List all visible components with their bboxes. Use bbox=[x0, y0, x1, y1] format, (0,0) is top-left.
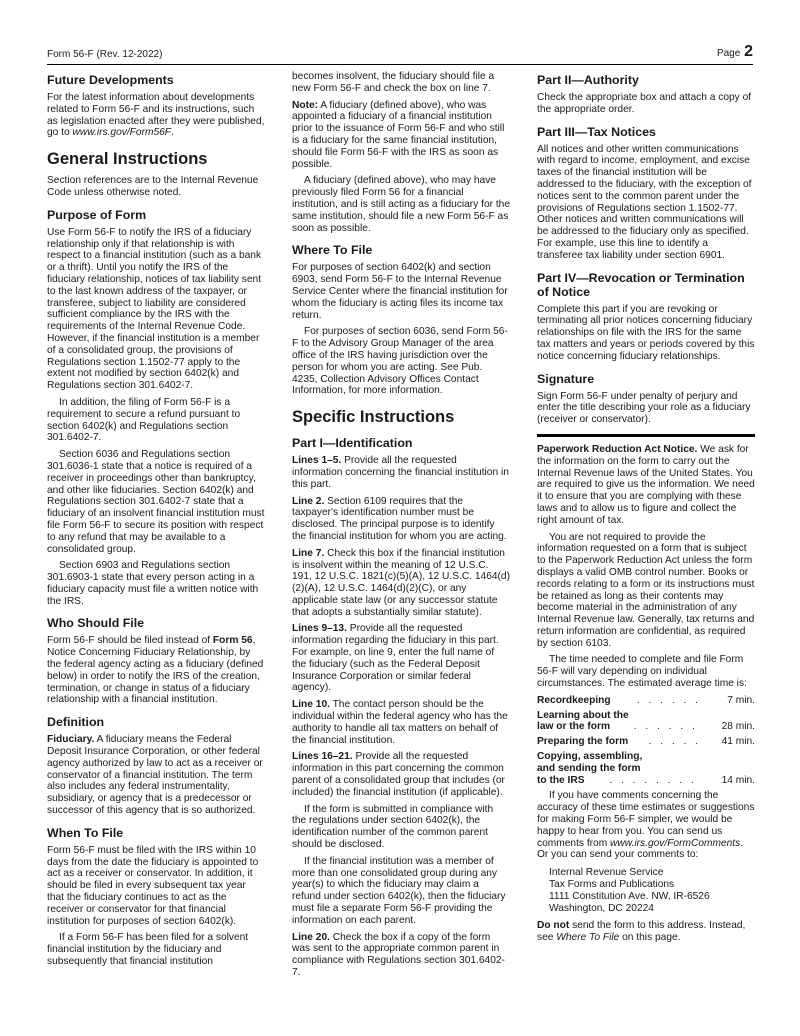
note-label: Note: bbox=[292, 99, 319, 111]
line-7-body: Check this box if the financial institution is insolvent within the meaning of 12 U.S.C. 191, 12 U.S.C. 1821(c)(5)(A), 12 U.S.C. 1464(d)(2)(A), 12 U.S.C. 1464(d)(2)(C), or any applicable state law (or any successor statute that adopts a substantially similar statute). bbox=[292, 547, 510, 618]
part3-heading: Part III—Tax Notices bbox=[537, 124, 656, 139]
pra-p4-end: . Or you can send your comments to: bbox=[537, 837, 744, 861]
lines-9-13-body: Provide all the requested information regarding the fiduciary in this part. For example, on line 9, enter the full name of the fiduciary (such as the Federal Deposit Insurance Corporation or similar federal agency). bbox=[292, 623, 499, 694]
where-to-file-p2: For purposes of section 6036, send Form 56-F to the Advisory Group Manager of the area office of the IRS having jurisdiction over the person for whom you are acting. See Pub. 4235, Collection Advisory Offices Contact Information, for more information. bbox=[292, 326, 508, 397]
copying-label-1: Copying, assembling, bbox=[537, 751, 643, 763]
signature-text: Sign Form 56-F under penalty of perjury and enter the title describing your role as a fiduciary (receiver or conservator). bbox=[537, 390, 751, 426]
form-id: Form 56-F (Rev. 12-2022) bbox=[47, 49, 163, 60]
purpose-p4: Section 6903 and Regulations section 301.6903-1 state that every person acting in a fiduciary capacity must file a written notice with the IRS. bbox=[47, 560, 259, 607]
page-header bbox=[47, 43, 753, 65]
signature-heading: Signature bbox=[537, 371, 595, 386]
specific-instructions-heading: Specific Instructions bbox=[292, 408, 455, 427]
pra-p2: You are not required to provide the information requested on a form that is subject to the Paperwork Reduction Act unless the form displays a valid OMB control number. Books or records relating to a form or its instructions must be retained as long as their contents may become material in the administration of any Internal Revenue law. Generally, tax returns and return information are confidential, as required by section 6103. bbox=[537, 531, 755, 649]
lines-16-21-body: Provide all the requested information in this part concerning the common parent of a consolidated group that includes (or included) the financial institution (if applicable). bbox=[292, 751, 505, 798]
learning-value: 28 min. bbox=[721, 721, 755, 733]
mailing-address bbox=[537, 867, 755, 914]
copying-value: 14 min. bbox=[721, 774, 755, 786]
address-line-1: Internal Revenue Service bbox=[549, 867, 664, 879]
who-should-file-heading: Who Should File bbox=[47, 616, 145, 631]
line-2-label: Line 2. bbox=[292, 495, 325, 507]
lines-9-13-label: Lines 9–13. bbox=[292, 623, 347, 635]
where-to-file-ref: Where To File bbox=[556, 932, 620, 944]
purpose-p3: Section 6036 and Regulations section 301.6036-1 state that a notice is required of a receiver in proceedings other than bankruptcy, and other like fiduciaries. Section 6402(k) and Regulations section 301.6402-7 state that a fiduciary of an insolvent financial institution must file Form 56-F to secure its position with respect to any refund that may be available to a consolidated group. bbox=[47, 449, 265, 555]
definition-body: A fiduciary means the Federal Deposit Insurance Corporation, or other federal agency authorized by law to act as a receiver or conservator of a financial institution. The term also includes any federal instrumentality, subsidiary, or agency that is a predecessor or successor of this agency that is so authorized. bbox=[47, 734, 263, 817]
where-to-file-p1: For purposes of section 6402(k) and section 6903, send Form 56-F to the Internal Revenue Service Center where the financial institution for whom the fiduciary is acting files its income tax return. bbox=[292, 262, 508, 321]
part3-text: All notices and other written communications with regard to income, employment, and excise taxes of the financial institution will be addressed to the fiduciary, with the exception of notices sent to the common parent under the provisions of Regulations section 1.1502-77. Other notices and written communications will be addressed to the fiduciary only as specified. For example, use this line to identify a transferee tax liability under section 6901. bbox=[537, 143, 752, 261]
time-learning: Learning about the law or the form . . . . . . 28 min. bbox=[537, 709, 755, 733]
pra-label: Paperwork Reduction Act Notice. bbox=[537, 443, 698, 455]
final-pre: send the form to this address. Instead, see bbox=[537, 920, 746, 944]
pra-p4-body: If you have comments concerning the accuracy of these time estimates or suggestions for making Form 56-F simpler, we would be happy to hear from you. You can send us comments from bbox=[537, 790, 755, 849]
column-3 bbox=[537, 71, 755, 949]
copying-label-3: to the IRS bbox=[537, 774, 585, 786]
form56f-link[interactable]: www.irs.gov/Form56F bbox=[72, 127, 171, 139]
part4-heading: Part IV—Revocation or Termination of Notice bbox=[537, 270, 745, 299]
line-7-label: Line 7. bbox=[292, 547, 325, 559]
line-20-body: Check the box if a copy of the form was sent to the appropriate common parent in compliance with Regulations section 301.6402-7. bbox=[292, 931, 505, 978]
column-1 bbox=[47, 71, 265, 973]
learning-label-2: law or the form bbox=[537, 721, 611, 733]
time-preparing: Preparing the form . . . . . 41 min. bbox=[537, 736, 755, 748]
lines-16-21 bbox=[292, 751, 510, 798]
page-label: Page bbox=[716, 48, 741, 59]
page-num: 2 bbox=[744, 43, 753, 60]
when-to-file-p2: If a Form 56-F has been filed for a solvent financial institution by the fiduciary and subsequently that financial institution bbox=[47, 932, 249, 968]
who-post: , Notice Concerning Fiduciary Relationship, by the federal agency acting as a fiduciary (defined below) in order to notify the IRS of the creation, termination, or change in status of a fiduciary relationship with a financial institution. bbox=[47, 635, 264, 706]
preparing-value: 41 min. bbox=[721, 736, 755, 748]
part4-text: Complete this part if you are revoking or terminating all prior notices concerning fiduciary relationships on file with the IRS for the same tax matters and years or periods covered by this notice concerning fiduciary relationships. bbox=[537, 303, 755, 362]
who-pre: Form 56-F should be filed instead of bbox=[47, 635, 213, 647]
lines-1-5 bbox=[292, 455, 510, 490]
header-rule bbox=[47, 64, 753, 65]
recordkeeping-value: 7 min. bbox=[727, 694, 755, 706]
copying-label-2: and sending the form bbox=[537, 762, 641, 774]
general-instructions-heading: General Instructions bbox=[47, 150, 208, 169]
punct: . bbox=[171, 127, 174, 139]
part1-heading: Part I—Identification bbox=[292, 436, 413, 451]
definition-text bbox=[47, 734, 265, 817]
fiduciary-term: Fiduciary. bbox=[47, 734, 95, 746]
continued-text: becomes insolvent, the fiduciary should file a new Form 56-F and check the box on line 7. bbox=[292, 71, 495, 94]
address-line-3: 1111 Constitution Ave. NW, IR-6526 bbox=[549, 890, 710, 902]
purpose-p1: Use Form 56-F to notify the IRS of a fiduciary relationship only if that relationship is with respect to a financial institution (such as a bank or a thrift). Until you notify the IRS of the fiduciary relationship, notices of tax liability sent to the last known address of the taxpayer, or transferee, subject to liability are considered sufficient compliance by the IRS with the requirements of the Internal Revenue Code. However, if the financial institution is a member of a consolidated group, the provisions of Regulations section 1.1502-77 apply to the extent not modified by section 6402(k) and Regulations section 301.6402-7. bbox=[47, 226, 262, 392]
section-divider bbox=[537, 434, 755, 437]
recordkeeping-label: Recordkeeping bbox=[537, 694, 611, 706]
future-developments-text bbox=[47, 92, 265, 139]
address-line-2: Tax Forms and Publications bbox=[549, 879, 675, 891]
future-developments-heading: Future Developments bbox=[47, 73, 174, 87]
pra-p1-body: We ask for the information on the form to carry out the Internal Revenue laws of the United States. You are required to give us the information. We need it to ensure that you are complying with these laws and to allow us to figure and collect the right amount of tax. bbox=[537, 443, 755, 526]
time-copying: Copying, assembling, and sending the form to the IRS . . . . . . . . 14 min. bbox=[537, 751, 755, 786]
address-line-4: Washington, DC 20224 bbox=[549, 902, 654, 914]
member-paragraph: If the financial institution was a member of more than one consolidated group during any year(s) to which the fiduciary may claim a refund under section 6402(k), then the fiduciary must file a separate Form 56-F providing the information on each parent. bbox=[292, 855, 506, 926]
pra-p4 bbox=[537, 790, 755, 861]
form56-bold: Form 56 bbox=[212, 635, 253, 647]
line-7 bbox=[292, 548, 510, 619]
final-end: on this page. bbox=[619, 932, 681, 944]
future-text: For the latest information about developments related to Form 56-F and its instructions, such as legislation enacted after they were published, go to bbox=[47, 92, 265, 139]
line-10 bbox=[292, 699, 510, 746]
time-recordkeeping: Recordkeeping . . . . . . 7 min. bbox=[537, 694, 755, 706]
note-paragraph bbox=[292, 100, 510, 171]
where-to-file-heading: Where To File bbox=[292, 243, 373, 258]
lines-16-21-label: Lines 16–21. bbox=[292, 751, 353, 763]
do-not-label: Do not bbox=[537, 920, 570, 932]
do-not-send-paragraph bbox=[537, 920, 755, 944]
lines-1-5-label: Lines 1–5. bbox=[292, 455, 342, 467]
form-comments-link[interactable]: www.irs.gov/FormComments bbox=[610, 837, 741, 849]
who-should-file-text bbox=[47, 635, 265, 706]
purpose-heading: Purpose of Form bbox=[47, 207, 147, 222]
previous-filer-paragraph: A fiduciary (defined above), who may have previously filed Form 56 for a financial institution, and is still acting as a fiduciary for the same institution, should file a new Form 56-F as soon as possible. bbox=[292, 175, 511, 234]
part2-text: Check the appropriate box and attach a copy of the appropriate order. bbox=[537, 92, 752, 115]
when-to-file-p1: Form 56-F must be filed with the IRS within 10 days from the date the fiduciary is appointed to act as a receiver or conservator. In addition, it should be filed in every subsequent tax year that the fiduciary continues to act as the receiver or conservator for that financial institution for purposes of section 6402(k). bbox=[47, 844, 259, 927]
line-20 bbox=[292, 932, 510, 979]
line-10-body: The contact person should be the individual within the federal agency who has the authority to handle all tax matters on behalf of the financial institution. bbox=[292, 699, 508, 746]
purpose-p2: In addition, the filing of Form 56-F is a requirement to secure a refund pursuant to section 6402(k) and Regulations section 301.6402-7. bbox=[47, 396, 241, 444]
time-estimates bbox=[537, 695, 755, 787]
lines-9-13 bbox=[292, 623, 510, 694]
general-instructions-text: Section references are to the Internal Revenue Code unless otherwise noted. bbox=[47, 175, 259, 198]
learning-label-1: Learning about the bbox=[537, 709, 629, 721]
line-2 bbox=[292, 496, 510, 543]
pra-p1 bbox=[537, 444, 755, 527]
page-number bbox=[717, 43, 753, 61]
compliance-paragraph: If the form is submitted in compliance with the regulations under section 6402(k), the identification number of the common parent should be disclosed. bbox=[292, 803, 494, 851]
note-body: A fiduciary (defined above), who was appointed a fiduciary of a financial institution prior to the issuance of Form 56-F and who still is a fiduciary for the same financial institution, should file Form 56-F with the IRS as soon as possible. bbox=[292, 99, 505, 170]
preparing-label: Preparing the form bbox=[537, 736, 629, 748]
part2-heading: Part II—Authority bbox=[537, 73, 639, 87]
column-2 bbox=[292, 71, 510, 984]
line-20-label: Line 20. bbox=[292, 931, 330, 943]
line-2-body: Section 6109 requires that the taxpayer's identification number must be disclosed. The principal purpose is to identify the financial institution for whom you are acting. bbox=[292, 495, 507, 542]
pra-p3: The time needed to complete and file Form 56-F will vary depending on individual circumstances. The estimated average time is: bbox=[537, 654, 747, 690]
line-10-label: Line 10. bbox=[292, 699, 330, 711]
definition-heading: Definition bbox=[47, 715, 105, 730]
when-to-file-heading: When To File bbox=[47, 825, 124, 840]
lines-1-5-body: Provide all the requested information concerning the financial institution in this part. bbox=[292, 455, 509, 490]
